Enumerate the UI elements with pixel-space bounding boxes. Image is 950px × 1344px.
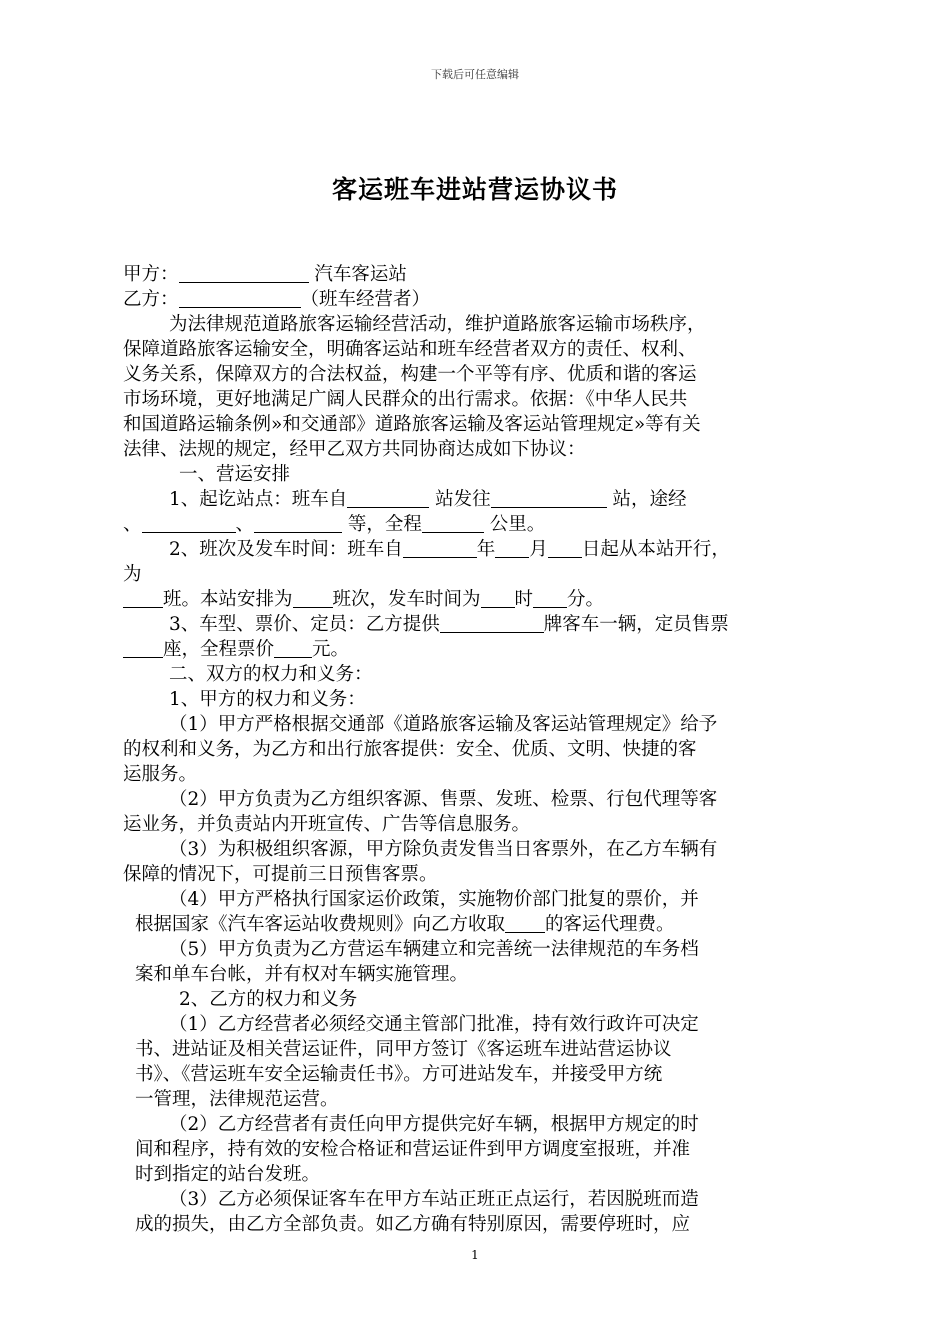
blank-field	[533, 589, 567, 608]
paragraph-line: 书》、《营运班车安全运输责任书》。方可进站发车，并接受甲方统	[135, 1064, 663, 1085]
paragraph-line: 成的损失，由乙方全部负责。如乙方确有特别原因，需要停班时，应	[135, 1214, 691, 1235]
paragraph-line: （3）为积极组织客源，甲方除负责发售当日客票外，在乙方车辆有	[169, 839, 718, 860]
blank-field	[548, 539, 582, 558]
page-header-note: 下载后可任意编辑	[431, 68, 519, 81]
clause-line: 1、起讫站点：班车自 站发往 站，途经	[169, 489, 687, 510]
clause-line: 、 、 等，全程 公里。	[123, 514, 546, 535]
blank-field	[481, 589, 515, 608]
paragraph-line: 保障道路旅客运输安全，明确客运站和班车经营者双方的责任、权利、	[123, 339, 697, 360]
paragraph-line: 为法律规范道路旅客运输经营活动，维护道路旅客运输市场秩序，	[169, 314, 706, 335]
section-heading: 一、营运安排	[179, 464, 291, 485]
paragraph-line: 一管理，法律规范运营。	[135, 1089, 339, 1110]
subsection-heading: 2、乙方的权力和义务	[179, 989, 358, 1010]
paragraph-line: （4）甲方严格执行国家运价政策，实施物价部门批复的票价，并	[169, 889, 699, 910]
page-number: 1	[471, 1248, 479, 1262]
paragraph-line: （2）甲方负责为乙方组织客源、售票、发班、检票、行包代理等客	[169, 789, 718, 810]
blank-field	[495, 539, 529, 558]
paragraph-line: 间和程序，持有效的安检合格证和营运证件到甲方调度室报班，并准	[135, 1139, 691, 1160]
blank-field	[123, 589, 163, 608]
blank-field	[142, 514, 236, 533]
blank-field	[293, 589, 333, 608]
section-heading: 二、双方的权力和义务：	[169, 664, 373, 685]
blank-field	[274, 639, 312, 658]
clause-line: 3、车型、票价、定员：乙方提供 牌客车一辆，定员售票	[169, 614, 729, 635]
blank-field	[403, 539, 477, 558]
paragraph-line: 保障的情况下，可提前三日预售客票。	[123, 864, 438, 885]
clause-line: 为	[123, 564, 142, 585]
party-a-line: 甲方： 汽车客运站	[123, 264, 407, 285]
paragraph-line: 根据国家《汽车客运站收费规则》向乙方收取 的客运代理费。	[135, 914, 675, 935]
blank-field	[179, 289, 301, 308]
clause-line: 座，全程票价 元。	[123, 637, 349, 663]
clause-line: 班。本站安排为 班次，发车时间为 时 分。	[123, 587, 604, 613]
paragraph-line: （2）乙方经营者有责任向甲方提供完好车辆，根据甲方规定的时	[169, 1114, 699, 1135]
party-b-line: 乙方： （班车经营者）	[123, 289, 431, 310]
clause-line: 2、班次及发车时间：班车自 年 月 日起从本站开行，	[169, 539, 730, 560]
paragraph-line: 书、进站证及相关营运证件，同甲方签订《客运班车进站营运协议	[135, 1039, 672, 1060]
paragraph-line: （3）乙方必须保证客车在甲方车站正班正点运行，若因脱班而造	[169, 1189, 699, 1210]
paragraph-line: 法律、法规的规定，经甲乙双方共同协商达成如下协议：	[123, 439, 586, 460]
blank-field	[505, 914, 545, 933]
paragraph-line: 的权利和义务，为乙方和出行旅客提供：安全、优质、文明、快捷的客	[123, 739, 697, 760]
paragraph-line: （5）甲方负责为乙方营运车辆建立和完善统一法律规范的车务档	[169, 939, 699, 960]
document-title: 客运班车进站营运协议书	[331, 175, 618, 204]
blank-field	[254, 514, 342, 533]
paragraph-line: 和国道路运输条例»和交通部》道路旅客运输及客运站管理规定»等有关	[123, 414, 701, 435]
paragraph-line: （1）甲方严格根据交通部《道路旅客运输及客运站管理规定》给予	[169, 714, 718, 735]
paragraph-line: 时到指定的站台发班。	[135, 1164, 321, 1185]
blank-field	[179, 264, 309, 283]
paragraph-line: 运业务，并负责站内开班宣传、广告等信息服务。	[123, 814, 531, 835]
paragraph-line: 运服务。	[123, 764, 198, 785]
paragraph-line: 义务关系，保障双方的合法权益，构建一个平等有序、优质和谐的客运	[123, 364, 697, 385]
paragraph-line: 案和单车台帐，并有权对车辆实施管理。	[135, 964, 469, 985]
subsection-heading: 1、甲方的权力和义务：	[169, 689, 366, 710]
paragraph-line: （1）乙方经营者必须经交通主管部门批准，持有效行政许可决定	[169, 1014, 699, 1035]
blank-field	[491, 489, 607, 508]
blank-field	[347, 489, 429, 508]
blank-field	[422, 514, 484, 533]
paragraph-line: 市场环境，更好地满足广阔人民群众的出行需求。依据：《中华人民共	[123, 389, 688, 410]
blank-field	[440, 614, 544, 633]
blank-field	[123, 639, 163, 658]
